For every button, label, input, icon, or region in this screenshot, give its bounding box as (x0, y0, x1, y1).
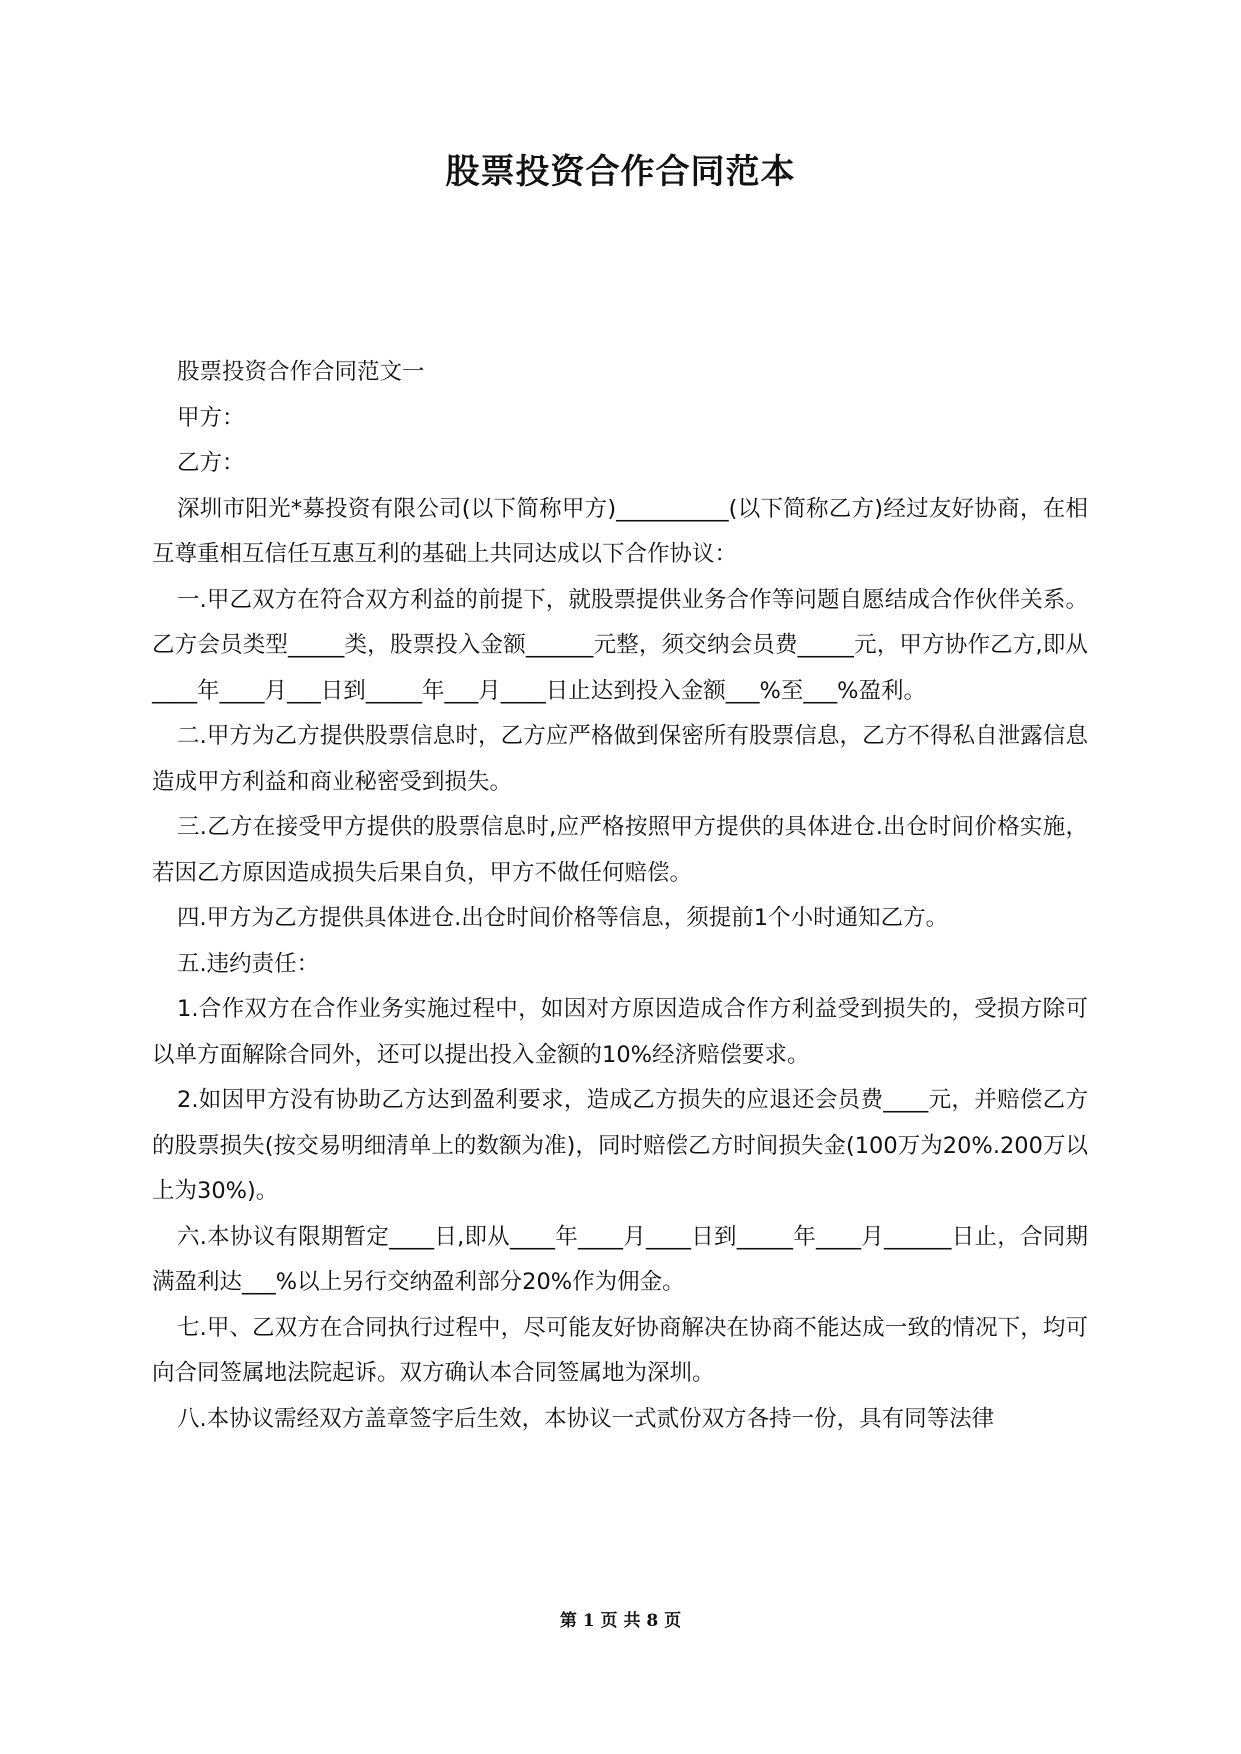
clause-3: 三.乙方在接受甲方提供的股票信息时,应严格按照甲方提供的具体进仓.出仓时间价格实施，若因乙方原因造成损失后果自负，甲方不做任何赔偿。 (152, 814, 1088, 886)
document-body (152, 350, 1088, 1442)
clause-5-item-1: 1.合作双方在合作业务实施过程中，如因对方原因造成合作方利益受到损失的，受损方除可以单方面解除合同外，还可以提出投入金额的10%经济赔偿要求。 (152, 996, 1088, 1068)
party-b-line: 乙方： (177, 450, 245, 476)
section-heading: 股票投资合作合同范文一 (177, 359, 425, 385)
clause-1: 一.甲乙双方在符合双方利益的前提下，就股票提供业务合作等问题自愿结成合作伙伴关系。乙方会员类型_____类，股票投入金额______元整，须交纳会员费_____元，甲方协作乙方,即从____年____月___日到_____年___月____日止达到投入金额___%至___%盈利。 (152, 586, 1088, 704)
document-title: 股票投资合作合同范本 (445, 152, 796, 192)
clause-8: 八.本协议需经双方盖章签字后生效，本协议一式贰份双方各持一份，具有同等法律 (177, 1405, 995, 1432)
party-a-line: 甲方： (177, 404, 245, 431)
page-number-footer: 第 1 页 共 8 页 (559, 1611, 682, 1631)
clause-5-item-2: 2.如因甲方没有协助乙方达到盈利要求，造成乙方损失的应退还会员费____元，并赔偿乙方的股票损失(按交易明细清单上的数额为准)，同时赔偿乙方时间损失金(100万为20%.200万以上为30%)。 (152, 1087, 1088, 1204)
clause-7: 七.甲、乙双方在合同执行过程中，尽可能友好协商解决在协商不能达成一致的情况下，均可向合同签属地法院起诉。双方确认本合同签属地为深圳。 (152, 1314, 1088, 1386)
intro-paragraph: 深圳市阳光*募投资有限公司(以下简称甲方)__________(以下简称乙方)经过友好协商，在相互尊重相互信任互惠互利的基础上共同达成以下合作协议： (152, 495, 1088, 567)
clause-5-heading: 五.违约责任： (177, 950, 320, 977)
clause-2: 二.甲方为乙方提供股票信息时，乙方应严格做到保密所有股票信息，乙方不得私自泄露信息造成甲方利益和商业秘密受到损失。 (152, 723, 1088, 795)
clause-4: 四.甲方为乙方提供具体进仓.出仓时间价格等信息，须提前1个小时通知乙方。 (177, 905, 949, 931)
clause-6: 六.本协议有限期暂定____日,即从____年____月____日到_____年____月______日止，合同期满盈利达___%以上另行交纳盈利部分20%作为佣金。 (152, 1223, 1088, 1295)
